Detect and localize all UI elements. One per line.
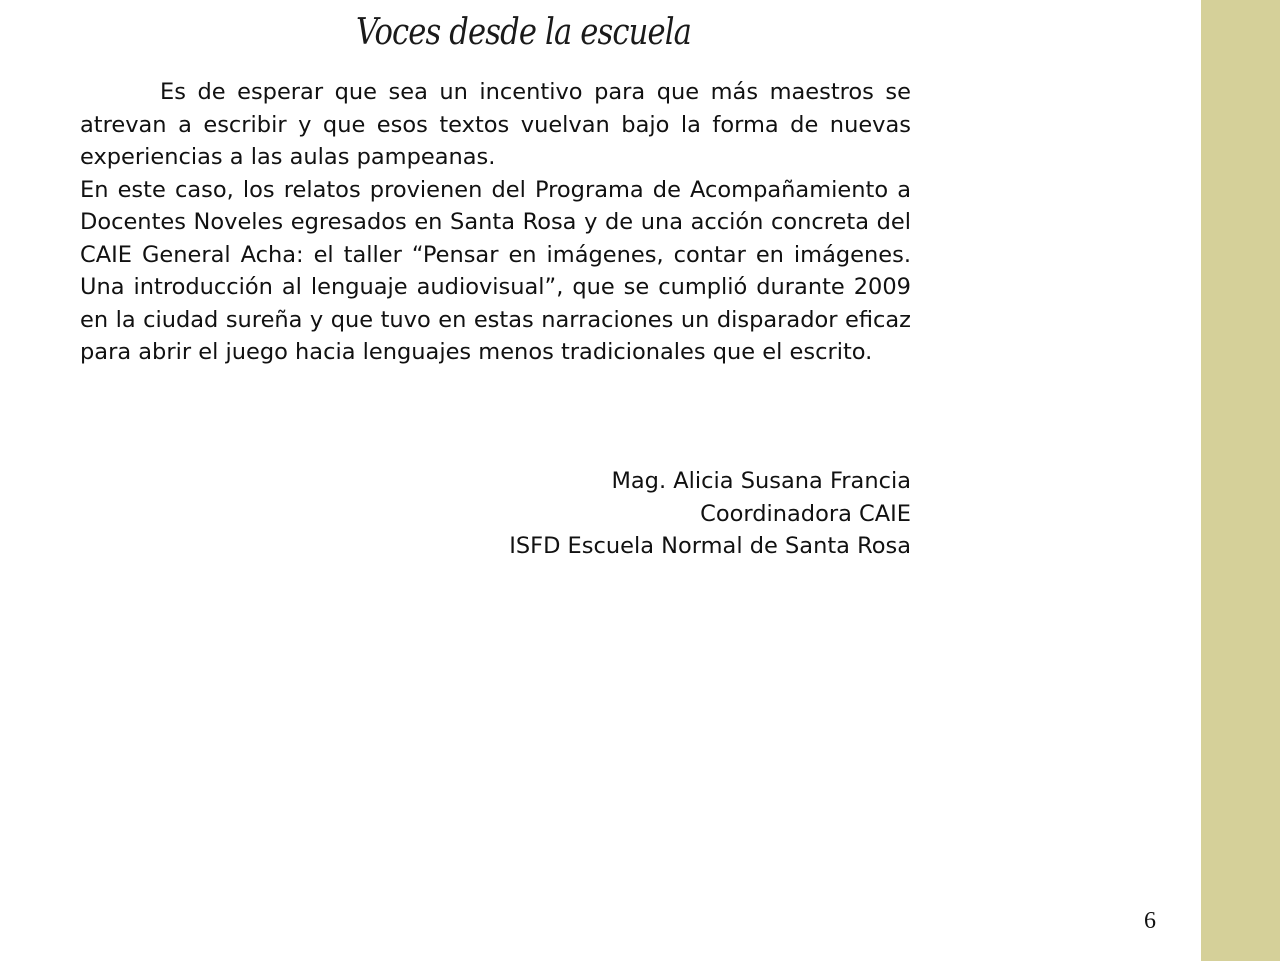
signature-name: Mag. Alicia Susana Francia: [611, 468, 911, 494]
signature-role: Coordinadora CAIE: [700, 500, 911, 527]
signature-block: [400, 465, 911, 563]
body-text: [80, 76, 911, 369]
signature-institution: ISFD Escuela Normal de Santa Rosa: [509, 533, 911, 559]
page-number: 6: [1144, 908, 1156, 934]
paragraph-1: Es de esperar que sea un incentivo para que más maestros se atrevan a escribir y que esos textos vuelvan bajo la forma de nuevas experiencias a las aulas pampeanas.: [80, 79, 911, 170]
decorative-side-band: [1201, 0, 1280, 961]
paragraph-2: En este caso, los relatos provienen del Programa de Acompañamiento a Docentes Noveles egresados en Santa Rosa y de una acción concreta del CAIE General Acha: el taller “Pensar en imágenes, contar en imágenes. Una introducción al lenguaje audiovisual”, que se cumplió durante 2009 en la ciudad sureña y que tuvo en estas narraciones un disparador eficaz para abrir el juego hacia lenguajes menos tradicionales que el escrito.: [80, 176, 911, 365]
header-title: Voces desde la escuela: [356, 12, 692, 53]
